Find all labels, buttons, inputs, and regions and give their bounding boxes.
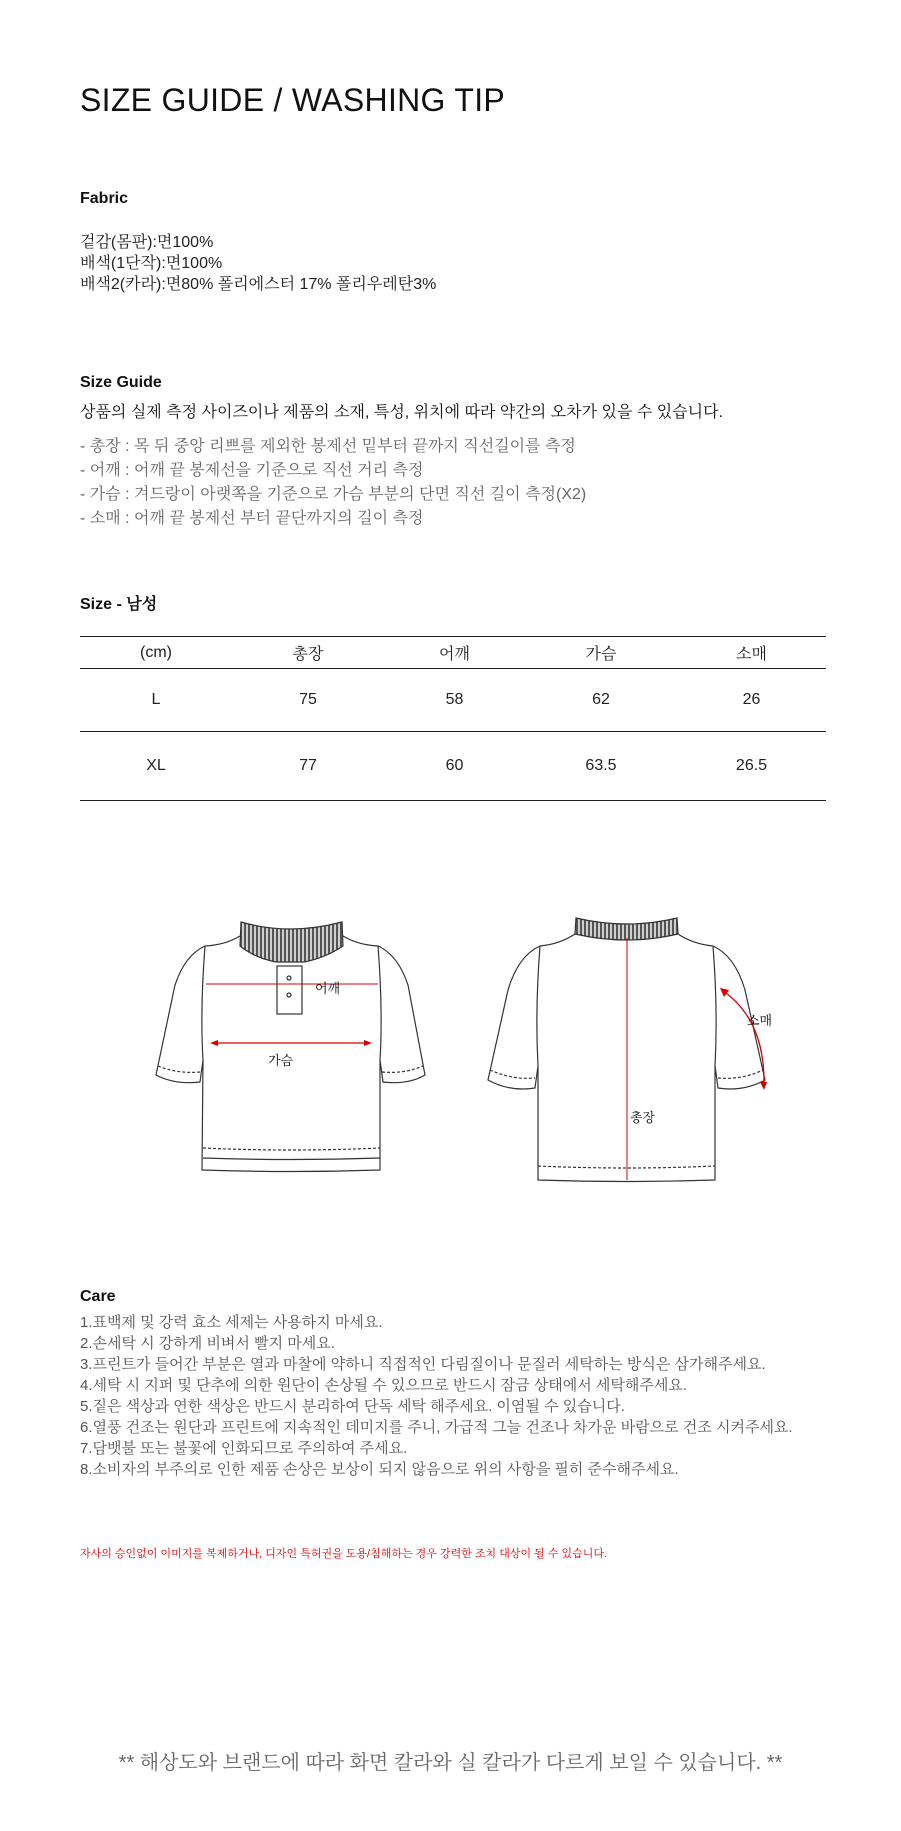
table-row <box>80 732 826 801</box>
list-item: - 소매 : 어깨 끝 봉제선 부터 끝단까지의 길이 측정 <box>80 510 424 527</box>
table-row <box>80 669 826 732</box>
fabric-line: 배색(1단작):면100% <box>80 255 223 272</box>
table-cell: 77 <box>299 757 317 774</box>
table-cell: 60 <box>445 757 464 774</box>
size-table <box>80 636 826 801</box>
list-item: - 가슴 : 겨드랑이 아랫쪽을 기준으로 가슴 부분의 단면 직선 길이 측정(X2) <box>80 486 587 503</box>
list-item: 3.프린트가 들어간 부분은 열과 마찰에 약하니 직접적인 다림질이나 문질러 세탁하는 방식은 삼가해주세요. <box>80 1356 766 1373</box>
chest-label: 가슴 <box>268 1053 294 1068</box>
fabric-heading: Fabric <box>80 190 129 207</box>
care-heading: Care <box>80 1288 116 1305</box>
sleeve-label: 소매 <box>747 1013 773 1028</box>
column-header: 총장 <box>292 646 324 663</box>
list-item: 5.짙은 색상과 연한 색상은 반드시 분리하여 단독 세탁 해주세요. 이염될 수 있습니다. <box>80 1398 625 1415</box>
list-item: 1.표백제 및 강력 효소 세제는 사용하지 마세요. <box>80 1314 383 1331</box>
list-item: 6.열풍 건조는 원단과 프린트에 지속적인 데미지를 주니, 가급적 그늘 건조나 차가운 바람으로 건조 시켜주세요. <box>80 1419 793 1436</box>
care-list <box>80 1312 793 1480</box>
size-guide-intro: 상품의 실제 측정 사이즈이나 제품의 소재, 특성, 위치에 따라 약간의 오차가 있을 수 있습니다. <box>80 404 723 421</box>
table-cell: 26.5 <box>735 757 768 774</box>
table-header-row <box>80 637 826 669</box>
fabric-line: 겉감(몸판):면100% <box>80 234 214 251</box>
copyright-notice: 자사의 승인없이 이미지를 복제하거나, 디자인 특허권을 도용/침해하는 경우 강력한 조치 대상이 될 수 있습니다. <box>80 1548 608 1560</box>
fabric-composition <box>80 232 436 295</box>
length-label: 총장 <box>630 1110 656 1125</box>
size-guide-heading: Size Guide <box>80 374 162 391</box>
page-title: SIZE GUIDE / WASHING TIP <box>80 82 506 118</box>
list-item: 2.손세탁 시 강하게 비벼서 빨지 마세요. <box>80 1335 335 1352</box>
size-table-heading: Size - 남성 <box>80 596 158 613</box>
color-disclaimer: ** 해상도와 브랜드에 따라 화면 칼라와 실 칼라가 다르게 보일 수 있습니다. ** <box>118 1752 783 1774</box>
fabric-line: 배색2(카라):면80% 폴리에스터 17% 폴리우레탄3% <box>80 276 437 293</box>
list-item: 7.담뱃불 또는 불꽃에 인화되므로 주의하여 주세요. <box>80 1440 408 1457</box>
shoulder-label: 어깨 <box>315 981 341 996</box>
list-item: 8.소비자의 부주의로 인한 제품 손상은 보상이 되지 않음으로 위의 사항을 필히 준수해주세요. <box>80 1461 679 1478</box>
table-cell: 58 <box>445 691 464 708</box>
column-header: 소매 <box>736 646 767 663</box>
list-item: - 어깨 : 어깨 끝 봉제선을 기준으로 직선 거리 측정 <box>80 462 424 479</box>
table-cell: XL <box>146 757 166 774</box>
front-shirt-drawing <box>156 922 425 1172</box>
column-header: 가슴 <box>585 646 617 663</box>
list-item: 4.세탁 시 지퍼 및 단추에 의한 원단이 손상될 수 있으므로 반드시 잠금 상태에서 세탁해주세요. <box>80 1377 687 1394</box>
table-cell: 62 <box>592 691 610 708</box>
table-cell: 75 <box>299 691 317 708</box>
list-item: - 총장 : 목 뒤 중앙 리쁘를 제외한 봉제선 밑부터 끝까지 직선길이를 측정 <box>80 438 576 455</box>
table-cell: 63.5 <box>585 757 617 774</box>
table-cell: L <box>151 691 161 708</box>
table-cell: 26 <box>742 691 761 708</box>
column-header: (cm) <box>140 643 172 661</box>
size-guide-list <box>80 435 586 531</box>
column-header: 어깨 <box>439 646 470 663</box>
garment-diagrams <box>0 900 901 1230</box>
